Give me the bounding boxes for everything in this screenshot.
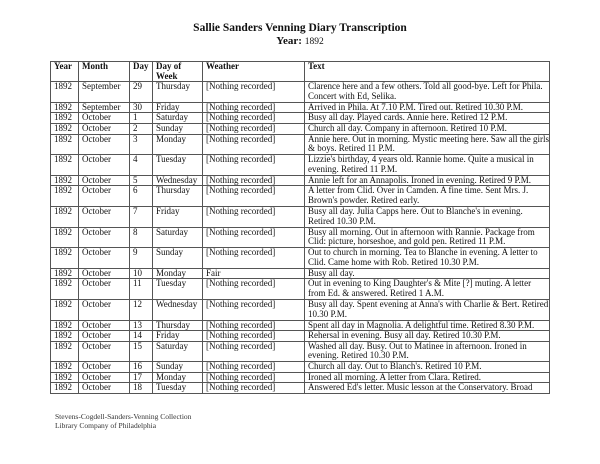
cell-month: October: [79, 372, 130, 383]
year-label: Year:: [276, 35, 302, 47]
table-row: [51, 268, 550, 279]
header-text: Text: [305, 62, 550, 82]
cell-text: Annie left for an Annapolis. Ironed in evening. Retired 9 P.M.: [305, 175, 550, 186]
cell-weather: [Nothing recorded]: [203, 134, 305, 155]
table-row: [51, 102, 550, 113]
cell-weather: [Nothing recorded]: [203, 155, 305, 176]
table-row: [51, 113, 550, 124]
cell-day: 29: [130, 82, 153, 103]
cell-month: October: [79, 227, 130, 248]
cell-day-of-week: Sunday: [153, 123, 203, 134]
table-row: [51, 123, 550, 134]
cell-day-of-week: Friday: [153, 206, 203, 227]
cell-year: 1892: [51, 299, 79, 320]
cell-day-of-week: Monday: [153, 134, 203, 155]
cell-day: 12: [130, 299, 153, 320]
cell-day-of-week: Friday: [153, 331, 203, 342]
cell-day: 5: [130, 175, 153, 186]
cell-year: 1892: [51, 320, 79, 331]
footer-library: Library Company of Philadelphia: [55, 421, 157, 430]
header-day: Day: [130, 62, 153, 82]
cell-text: Out to church in morning. Tea to Blanche in evening. A letter to Clid. Came home with Rob. Retired 10.30 P.M.: [305, 248, 550, 269]
cell-text: Arrived in Phila. At 7.10 P.M. Tired out. Retired 10.30 P.M.: [305, 102, 550, 113]
cell-weather: [Nothing recorded]: [203, 279, 305, 300]
cell-weather: [Nothing recorded]: [203, 372, 305, 383]
cell-text: Annie here. Out in morning. Mystic meeting here. Saw all the girls & boys. Retired 11 P.M.: [305, 134, 550, 155]
cell-weather: [Nothing recorded]: [203, 227, 305, 248]
cell-day: 6: [130, 186, 153, 207]
table-row: [51, 341, 550, 362]
cell-month: October: [79, 134, 130, 155]
table-row: [51, 372, 550, 383]
cell-month: October: [79, 268, 130, 279]
cell-day-of-week: Wednesday: [153, 299, 203, 320]
cell-weather: [Nothing recorded]: [203, 113, 305, 124]
cell-text: Clarence here and a few others. Told all good-bye. Left for Phila. Concert with Ed, Selika.: [305, 82, 550, 103]
cell-year: 1892: [51, 102, 79, 113]
table-row: [51, 155, 550, 176]
cell-year: 1892: [51, 279, 79, 300]
cell-year: 1892: [51, 134, 79, 155]
cell-year: 1892: [51, 155, 79, 176]
cell-day: 10: [130, 268, 153, 279]
cell-weather: [Nothing recorded]: [203, 341, 305, 362]
cell-day-of-week: Thursday: [153, 320, 203, 331]
cell-year: 1892: [51, 113, 79, 124]
cell-month: October: [79, 383, 130, 394]
year-value: 1892: [304, 37, 324, 47]
cell-year: 1892: [51, 206, 79, 227]
cell-year: 1892: [51, 123, 79, 134]
document-title: Sallie Sanders Venning Diary Transcription: [193, 22, 407, 34]
table-header-row: [51, 62, 550, 82]
table-row: [51, 82, 550, 103]
cell-day-of-week: Sunday: [153, 362, 203, 373]
cell-day-of-week: Monday: [153, 372, 203, 383]
footer: [55, 412, 191, 430]
cell-day: 9: [130, 248, 153, 269]
cell-weather: [Nothing recorded]: [203, 320, 305, 331]
table-row: [51, 186, 550, 207]
header-weather: Weather: [203, 62, 305, 82]
cell-day: 1: [130, 113, 153, 124]
cell-month: October: [79, 299, 130, 320]
header-year: Year: [51, 62, 79, 82]
cell-day-of-week: Wednesday: [153, 175, 203, 186]
cell-day-of-week: Tuesday: [153, 155, 203, 176]
cell-day: 4: [130, 155, 153, 176]
cell-text: Washed all day. Busy. Out to Matinee in afternoon. Ironed in evening. Retired 10.30 P.M.: [305, 341, 550, 362]
cell-month: October: [79, 186, 130, 207]
cell-day-of-week: Thursday: [153, 82, 203, 103]
cell-month: October: [79, 331, 130, 342]
cell-month: October: [79, 206, 130, 227]
cell-year: 1892: [51, 82, 79, 103]
table-row: [51, 279, 550, 300]
cell-year: 1892: [51, 186, 79, 207]
cell-text: Answered Ed's letter. Music lesson at the Conservatory. Broad: [305, 383, 550, 394]
cell-month: October: [79, 175, 130, 186]
table-row: [51, 134, 550, 155]
cell-weather: [Nothing recorded]: [203, 102, 305, 113]
document-subtitle: [0, 35, 600, 49]
cell-weather: [Nothing recorded]: [203, 383, 305, 394]
cell-year: 1892: [51, 248, 79, 269]
cell-month: October: [79, 123, 130, 134]
cell-month: October: [79, 362, 130, 373]
cell-month: October: [79, 320, 130, 331]
cell-day: 18: [130, 383, 153, 394]
cell-month: September: [79, 82, 130, 103]
cell-day: 3: [130, 134, 153, 155]
cell-month: October: [79, 248, 130, 269]
cell-year: 1892: [51, 383, 79, 394]
diary-table: [50, 61, 550, 394]
cell-day: 15: [130, 341, 153, 362]
table-row: [51, 227, 550, 248]
cell-year: 1892: [51, 227, 79, 248]
table-row: [51, 175, 550, 186]
cell-day-of-week: Tuesday: [153, 383, 203, 394]
cell-day: 13: [130, 320, 153, 331]
cell-text: Busy all day. Spent evening at Anna's with Charlie & Bert. Retired 10.30 P.M.: [305, 299, 550, 320]
cell-month: September: [79, 102, 130, 113]
cell-text: Busy all day. Julia Capps here. Out to Blanche's in evening. Retired 10.30 P.M.: [305, 206, 550, 227]
table-row: [51, 320, 550, 331]
cell-weather: [Nothing recorded]: [203, 206, 305, 227]
cell-day: 8: [130, 227, 153, 248]
table-body: [51, 82, 550, 394]
cell-weather: [Nothing recorded]: [203, 123, 305, 134]
cell-text: Rehersal in evening. Busy all day. Retired 10.30 P.M.: [305, 331, 550, 342]
cell-day-of-week: Friday: [153, 102, 203, 113]
cell-text: Busy all day. Played cards. Annie here. Retired 12 P.M.: [305, 113, 550, 124]
cell-weather: Fair: [203, 268, 305, 279]
cell-day-of-week: Thursday: [153, 186, 203, 207]
cell-month: October: [79, 279, 130, 300]
cell-day-of-week: Saturday: [153, 227, 203, 248]
cell-year: 1892: [51, 341, 79, 362]
cell-text: Busy all morning. Out in afternoon with Rannie. Package from Clid: picture, horseshoe, and gold pen. Retired 11 P.M.: [305, 227, 550, 248]
cell-day: 30: [130, 102, 153, 113]
cell-day-of-week: Saturday: [153, 341, 203, 362]
table-row: [51, 383, 550, 394]
cell-weather: [Nothing recorded]: [203, 362, 305, 373]
cell-day: 14: [130, 331, 153, 342]
cell-month: October: [79, 341, 130, 362]
cell-weather: [Nothing recorded]: [203, 299, 305, 320]
cell-day: 2: [130, 123, 153, 134]
table-row: [51, 248, 550, 269]
cell-text: Out in evening to King Daughter's & Mite [?] muting. A letter from Ed. & answered. Retired 1 A.M.: [305, 279, 550, 300]
cell-text: Lizzie's birthday, 4 years old. Rannie home. Quite a musical in evening. Retired 11 P.M.: [305, 155, 550, 176]
table-row: [51, 299, 550, 320]
cell-text: Busy all day.: [305, 268, 550, 279]
cell-year: 1892: [51, 175, 79, 186]
cell-text: Church all day. Company in afternoon. Retired 10 P.M.: [305, 123, 550, 134]
cell-weather: [Nothing recorded]: [203, 331, 305, 342]
header-day-of-week: Day of Week: [153, 62, 203, 82]
cell-weather: [Nothing recorded]: [203, 186, 305, 207]
cell-day: 11: [130, 279, 153, 300]
cell-day-of-week: Tuesday: [153, 279, 203, 300]
cell-month: October: [79, 155, 130, 176]
cell-text: Spent all day in Magnolia. A delightful time. Retired 8.30 P.M.: [305, 320, 550, 331]
header-month: Month: [79, 62, 130, 82]
cell-day: 16: [130, 362, 153, 373]
cell-month: October: [79, 113, 130, 124]
cell-year: 1892: [51, 331, 79, 342]
cell-weather: [Nothing recorded]: [203, 175, 305, 186]
table-row: [51, 331, 550, 342]
cell-day-of-week: Sunday: [153, 248, 203, 269]
cell-text: Ironed all morning. A letter from Clara. Retired.: [305, 372, 550, 383]
footer-collection: Stevens-Cogdell-Sanders-Venning Collection: [55, 412, 192, 421]
table-row: [51, 206, 550, 227]
cell-year: 1892: [51, 268, 79, 279]
cell-text: Church all day. Out to Blanch's. Retired 10 P.M.: [305, 362, 550, 373]
cell-year: 1892: [51, 362, 79, 373]
cell-year: 1892: [51, 372, 79, 383]
cell-weather: [Nothing recorded]: [203, 248, 305, 269]
cell-day-of-week: Monday: [153, 268, 203, 279]
cell-text: A letter from Clid. Over in Camden. A fine time. Sent Mrs. J. Brown's powder. Retired early.: [305, 186, 550, 207]
cell-day: 7: [130, 206, 153, 227]
cell-day: 17: [130, 372, 153, 383]
table-row: [51, 362, 550, 373]
cell-day-of-week: Saturday: [153, 113, 203, 124]
cell-weather: [Nothing recorded]: [203, 82, 305, 103]
